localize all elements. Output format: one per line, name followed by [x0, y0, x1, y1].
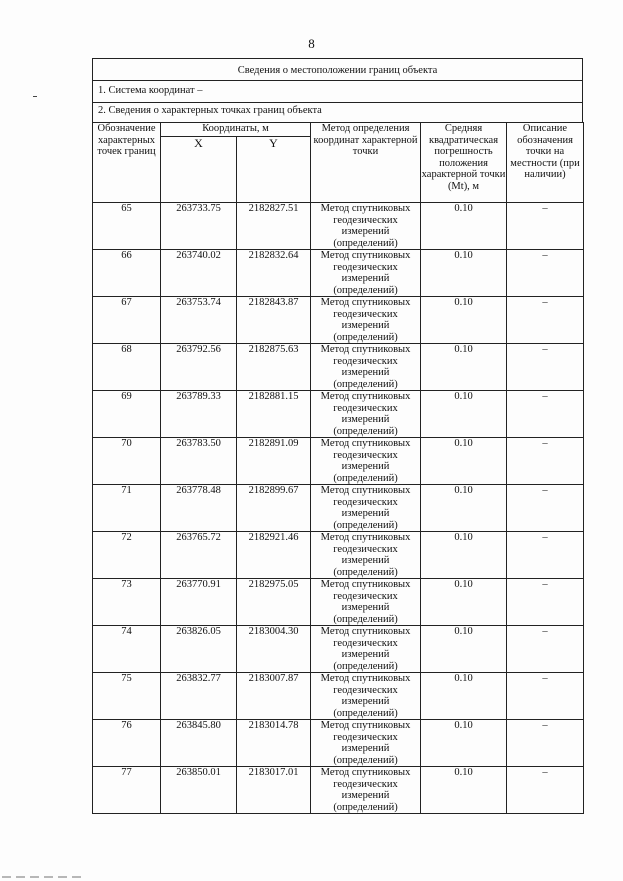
- error-value: 0.10: [421, 720, 507, 767]
- error-value: 0.10: [421, 532, 507, 579]
- point-number: 65: [93, 203, 161, 250]
- description-cell: –: [507, 767, 584, 814]
- table-row: [93, 438, 584, 485]
- description-cell: –: [507, 532, 584, 579]
- table-row: [93, 579, 584, 626]
- y-coordinate: 2182827.51: [237, 203, 311, 250]
- error-value: 0.10: [421, 485, 507, 532]
- y-coordinate: 2182875.63: [237, 344, 311, 391]
- error-value: 0.10: [421, 391, 507, 438]
- y-coordinate: 2182891.09: [237, 438, 311, 485]
- description-cell: –: [507, 673, 584, 720]
- y-coordinate: 2182975.05: [237, 579, 311, 626]
- x-coordinate: 263850.01: [161, 767, 237, 814]
- point-number: 69: [93, 391, 161, 438]
- method-cell: Метод спутниковых геодезических измерений (определений): [311, 626, 421, 673]
- table-row: [93, 391, 584, 438]
- x-coordinate: 263845.80: [161, 720, 237, 767]
- method-cell: Метод спутниковых геодезических измерений (определений): [311, 344, 421, 391]
- table-row: [93, 344, 584, 391]
- point-number: 67: [93, 297, 161, 344]
- error-value: 0.10: [421, 297, 507, 344]
- y-coordinate: 2183007.87: [237, 673, 311, 720]
- x-coordinate: 263789.33: [161, 391, 237, 438]
- description-cell: –: [507, 297, 584, 344]
- y-coordinate: 2182881.15: [237, 391, 311, 438]
- y-coordinate: 2183014.78: [237, 720, 311, 767]
- point-number: 76: [93, 720, 161, 767]
- stray-mark: [33, 96, 37, 97]
- y-coordinate: 2182921.46: [237, 532, 311, 579]
- error-value: 0.10: [421, 673, 507, 720]
- table-row: [93, 673, 584, 720]
- table-row: [93, 532, 584, 579]
- header-designation: Обозначение характерных точек границ: [93, 123, 161, 203]
- header-method: Метод определения координат характерной точки: [311, 123, 421, 203]
- point-number: 77: [93, 767, 161, 814]
- description-cell: –: [507, 344, 584, 391]
- x-coordinate: 263753.74: [161, 297, 237, 344]
- method-cell: Метод спутниковых геодезических измерений (определений): [311, 438, 421, 485]
- method-cell: Метод спутниковых геодезических измерений (определений): [311, 720, 421, 767]
- scan-artifact: [2, 876, 84, 878]
- method-cell: Метод спутниковых геодезических измерений (определений): [311, 250, 421, 297]
- method-cell: Метод спутниковых геодезических измерений (определений): [311, 767, 421, 814]
- point-number: 75: [93, 673, 161, 720]
- method-cell: Метод спутниковых геодезических измерений (определений): [311, 485, 421, 532]
- x-coordinate: 263740.02: [161, 250, 237, 297]
- header-x: X: [161, 137, 237, 203]
- method-cell: Метод спутниковых геодезических измерений (определений): [311, 532, 421, 579]
- error-value: 0.10: [421, 626, 507, 673]
- y-coordinate: 2182899.67: [237, 485, 311, 532]
- table-row: [93, 720, 584, 767]
- table-row: [93, 485, 584, 532]
- description-cell: –: [507, 626, 584, 673]
- error-value: 0.10: [421, 767, 507, 814]
- page-number: 8: [308, 36, 315, 51]
- boundary-points-table: [92, 122, 584, 814]
- x-coordinate: 263792.56: [161, 344, 237, 391]
- points-section-title: 2. Сведения о характерных точках границ объекта: [92, 102, 583, 122]
- error-value: 0.10: [421, 579, 507, 626]
- description-cell: –: [507, 250, 584, 297]
- description-cell: –: [507, 485, 584, 532]
- method-cell: Метод спутниковых геодезических измерений (определений): [311, 673, 421, 720]
- header-description: Описание обозначения точки на местности (при наличии): [507, 123, 584, 203]
- point-number: 68: [93, 344, 161, 391]
- y-coordinate: 2182843.87: [237, 297, 311, 344]
- x-coordinate: 263832.77: [161, 673, 237, 720]
- description-cell: –: [507, 203, 584, 250]
- point-number: 72: [93, 532, 161, 579]
- table-row: [93, 767, 584, 814]
- method-cell: Метод спутниковых геодезических измерений (определений): [311, 203, 421, 250]
- header-error: Средняя квадратическая погрешность положения характерной точки (Mt), м: [421, 123, 507, 203]
- header-y: Y: [237, 137, 311, 203]
- coordinate-system-line: 1. Система координат –: [92, 80, 583, 102]
- method-cell: Метод спутниковых геодезических измерений (определений): [311, 297, 421, 344]
- description-cell: –: [507, 391, 584, 438]
- y-coordinate: 2183017.01: [237, 767, 311, 814]
- description-cell: –: [507, 438, 584, 485]
- header-coordinates: Координаты, м: [161, 123, 311, 137]
- error-value: 0.10: [421, 438, 507, 485]
- table-body: [93, 203, 584, 814]
- x-coordinate: 263765.72: [161, 532, 237, 579]
- y-coordinate: 2183004.30: [237, 626, 311, 673]
- x-coordinate: 263783.50: [161, 438, 237, 485]
- error-value: 0.10: [421, 203, 507, 250]
- error-value: 0.10: [421, 344, 507, 391]
- table-row: [93, 626, 584, 673]
- point-number: 73: [93, 579, 161, 626]
- point-number: 70: [93, 438, 161, 485]
- x-coordinate: 263778.48: [161, 485, 237, 532]
- method-cell: Метод спутниковых геодезических измерений (определений): [311, 579, 421, 626]
- y-coordinate: 2182832.64: [237, 250, 311, 297]
- section-title: Сведения о местоположении границ объекта: [92, 58, 583, 80]
- description-cell: –: [507, 579, 584, 626]
- point-number: 66: [93, 250, 161, 297]
- x-coordinate: 263826.05: [161, 626, 237, 673]
- description-cell: –: [507, 720, 584, 767]
- method-cell: Метод спутниковых геодезических измерений (определений): [311, 391, 421, 438]
- error-value: 0.10: [421, 250, 507, 297]
- table-row: [93, 297, 584, 344]
- table-row: [93, 250, 584, 297]
- x-coordinate: 263733.75: [161, 203, 237, 250]
- point-number: 71: [93, 485, 161, 532]
- table-row: [93, 203, 584, 250]
- point-number: 74: [93, 626, 161, 673]
- x-coordinate: 263770.91: [161, 579, 237, 626]
